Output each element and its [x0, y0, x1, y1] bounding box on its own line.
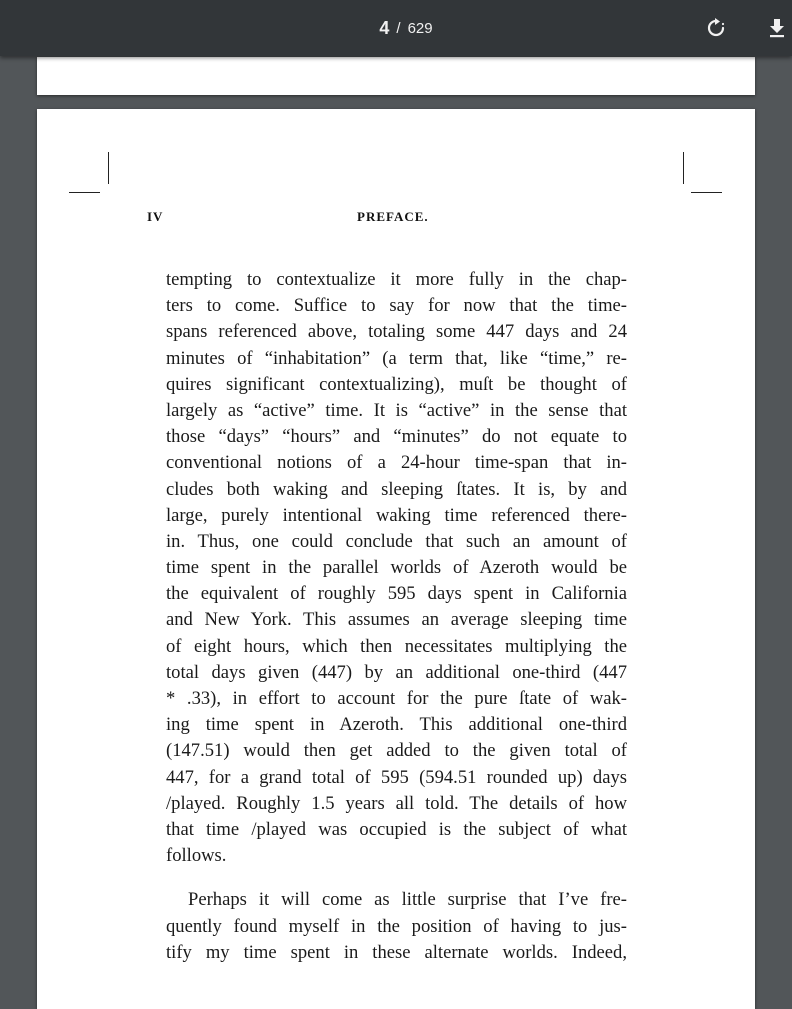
crop-mark-right-vertical	[683, 152, 684, 184]
text-line: conventional notions of a 24-hour time-span that in-	[166, 452, 627, 474]
text-line: ing time spent in Azeroth. This additional one-third	[166, 714, 627, 736]
viewer-toolbar	[0, 0, 792, 56]
text-line: of eight hours, which then necessitates multiplying the	[166, 635, 627, 657]
paragraph-2	[166, 887, 627, 966]
paragraph-1	[166, 267, 627, 869]
crop-mark-right-horizontal	[691, 192, 722, 193]
text-line: tempting to contextualize it more fully in the chap-	[166, 269, 627, 290]
text-line: follows.	[166, 845, 227, 867]
paragraph-gap	[166, 869, 627, 887]
rotate-icon	[706, 18, 726, 38]
crop-mark-left-horizontal	[69, 192, 100, 193]
text-line: tify my time spent in these alternate worlds. Indeed,	[166, 941, 627, 963]
text-line: ters to come. Suffice to say for now that the time-	[166, 295, 627, 317]
previous-page-sheet	[37, 57, 755, 95]
text-line: quires significant contextualizing), muſt be thought of	[166, 373, 627, 395]
text-line: and New York. This assumes an average sleeping time	[166, 609, 627, 631]
text-line: spans referenced above, totaling some 447 days and 24	[166, 321, 627, 343]
total-pages: 629	[407, 19, 433, 37]
crop-mark-left-vertical	[108, 152, 109, 184]
text-line: 447, for a grand total of 595 (594.51 rounded up) days	[166, 766, 627, 788]
text-line: in. Thus, one could conclude that such an amount of	[166, 530, 627, 552]
text-line: time spent in the parallel worlds of Azeroth would be	[166, 557, 627, 579]
page-counter	[0, 0, 792, 56]
pdf-page	[37, 109, 755, 1009]
current-page-number[interactable]: 4	[379, 17, 390, 38]
text-line: that time /played was occupied is the subject of what	[166, 818, 627, 840]
text-line: total days given (447) by an additional one-third (447	[166, 661, 627, 683]
text-line: minutes of “inhabitation” (a term that, like “time,” re-	[166, 347, 627, 369]
body-text	[166, 267, 627, 966]
text-line: (147.51) would then get added to the given total of	[166, 740, 627, 762]
page-folio: IV	[147, 209, 164, 224]
text-line: the equivalent of roughly 595 days spent in California	[166, 583, 627, 605]
text-line: Perhaps it will come as little surprise that I’ve fre-	[188, 889, 627, 911]
text-line: quently found myself in the position of having to jus-	[166, 915, 627, 937]
text-line: /played. Roughly 1.5 years all told. The details of how	[166, 792, 627, 814]
page-separator: /	[396, 19, 401, 37]
text-line: those “days” “hours” and “minutes” do not equate to	[166, 426, 627, 448]
download-icon	[767, 18, 787, 38]
download-button[interactable]	[761, 12, 792, 44]
running-head-title: PREFACE.	[357, 209, 429, 224]
rotate-button[interactable]	[700, 12, 732, 44]
text-line: largely as “active” time. It is “active” in the sense that	[166, 399, 627, 421]
text-line: large, purely intentional waking time referenced there-	[166, 504, 627, 526]
text-line: cludes both waking and sleeping ſtates. It is, by and	[166, 478, 627, 500]
text-line: * .33), in effort to account for the pure ſtate of wak-	[166, 688, 627, 709]
